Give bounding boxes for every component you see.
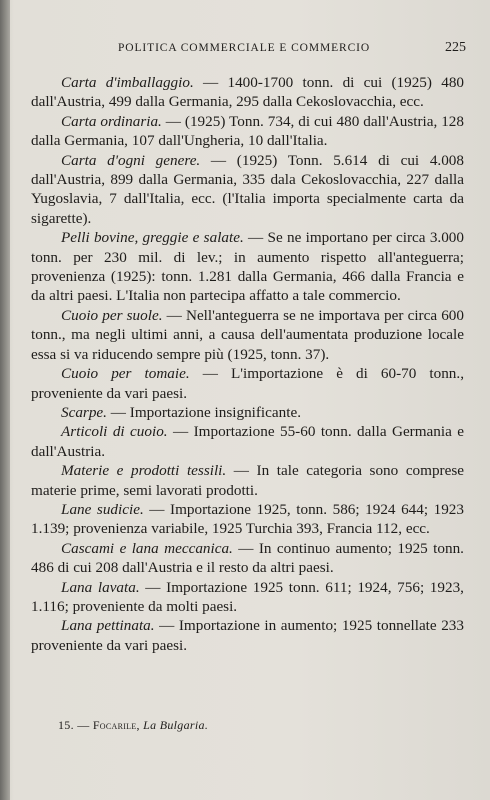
entry-carta-imballaggio: [31, 73, 464, 112]
page-binding-edge: [0, 0, 10, 800]
entry-term: Cascami e lana meccanica.: [61, 539, 233, 557]
entry-pelli-bovine: [31, 228, 464, 306]
body-text: [31, 73, 464, 655]
entry-articoli-cuoio: [31, 422, 464, 461]
entry-text: — L'importazione è di 60-70 tonn., proveniente da vari paesi.: [31, 365, 464, 402]
entry-text: — In tale categoria sono comprese materie prime, semi lavorati prodotti.: [31, 462, 465, 499]
entry-text: — (1925) Tonn. 734, di cui 480 dall'Austria, 128 dalla Germania, 107 dall'Ungheria, 10 dall'Italia.: [31, 112, 464, 150]
entry-text: — Se ne importano per circa 3.000 tonn. per 230 mil. di lev.; in aumento rispetto all'anteguerra; provenienza (1925): tonn. 1.281 dalla Germania, 466 dalla Francia e da altri paesi. L'Italia non partecipa affatto a tale commercio.: [31, 229, 464, 305]
entry-term: Materie e prodotti tessili.: [61, 462, 227, 480]
entry-materie-tessili: [31, 461, 464, 500]
entry-text: — (1925) Tonn. 5.614 di cui 4.008 dall'Austria, 899 dalla Germania, 335 dala Cekoslovacchia, 227 dalla Yugoslavia, 7 dall'Italia, ecc. (l'Italia importa specialmente carta da sigarette).: [31, 151, 464, 227]
entry-carta-ogni-genere: [31, 151, 464, 229]
entry-cuoio-tomaie: [31, 364, 464, 403]
entry-text: — In continuo aumento; 1925 tonn. 486 di cui 208 dall'Austria e il resto da altri paesi.: [31, 539, 464, 577]
entry-carta-ordinaria: [31, 112, 464, 151]
entry-term: Lana pettinata.: [61, 617, 155, 635]
entry-term: Carta d'ogni genere.: [61, 151, 201, 169]
entry-term: Scarpe.: [61, 403, 107, 421]
entry-term: Pelli bovine, greggie e salate.: [61, 229, 244, 247]
entry-term: Lane sudicie.: [61, 500, 144, 518]
signature-mark: 15. —: [58, 718, 90, 732]
entry-term: Carta d'imballaggio.: [61, 74, 194, 91]
entry-cuoio-suole: [31, 306, 464, 364]
entry-cascami-lana: [31, 539, 464, 578]
page-header: [58, 40, 466, 62]
entry-term: Lana lavata.: [61, 578, 140, 596]
entry-scarpe: [31, 403, 464, 422]
entry-text: — Importazione in aumento; 1925 tonnellate 233 proveniente da vari paesi.: [31, 617, 464, 654]
entry-term: Carta ordinaria.: [61, 112, 162, 130]
entry-term: Cuoio per tomaie.: [61, 365, 190, 383]
entry-text: — Importazione 55-60 tonn. dalla Germania e dall'Austria.: [31, 423, 464, 460]
footer-book-title: La Bulgaria.: [143, 718, 209, 732]
entry-lana-lavata: [31, 578, 464, 617]
entry-lane-sudicie: [31, 500, 464, 539]
entry-text: — 1400-1700 tonn. di cui (1925) 480 dall'Austria, 499 dalla Germania, 295 dalla Cekoslovacchia, ecc.: [31, 74, 465, 111]
entry-term: Articoli di cuoio.: [61, 423, 168, 441]
entry-text: — Nell'anteguerra se ne importava per circa 600 tonn., ma negli ultimi anni, a causa dell'aumentata produzione locale essa si va riducendo sempre più (1925, tonn. 37).: [31, 306, 464, 363]
running-head: POLITICA COMMERCIALE E COMMERCIO: [118, 42, 371, 54]
entry-term: Cuoio per suole.: [61, 306, 163, 324]
entry-lana-pettinata: [31, 616, 464, 655]
entry-text: — Importazione 1925 tonn. 611; 1924, 756; 1923, 1.116; proveniente da molti paesi.: [31, 578, 464, 615]
page-footer: [58, 718, 208, 733]
entry-text: — Importazione insignificante.: [106, 403, 301, 421]
footer-author: Focarile,: [92, 718, 140, 732]
page-number: 225: [445, 40, 466, 55]
entry-text: — Importazione 1925, tonn. 586; 1924 644; 1923 1.139; provenienza variabile, 1925 Turchia 393, Francia 112, ecc.: [31, 500, 464, 538]
